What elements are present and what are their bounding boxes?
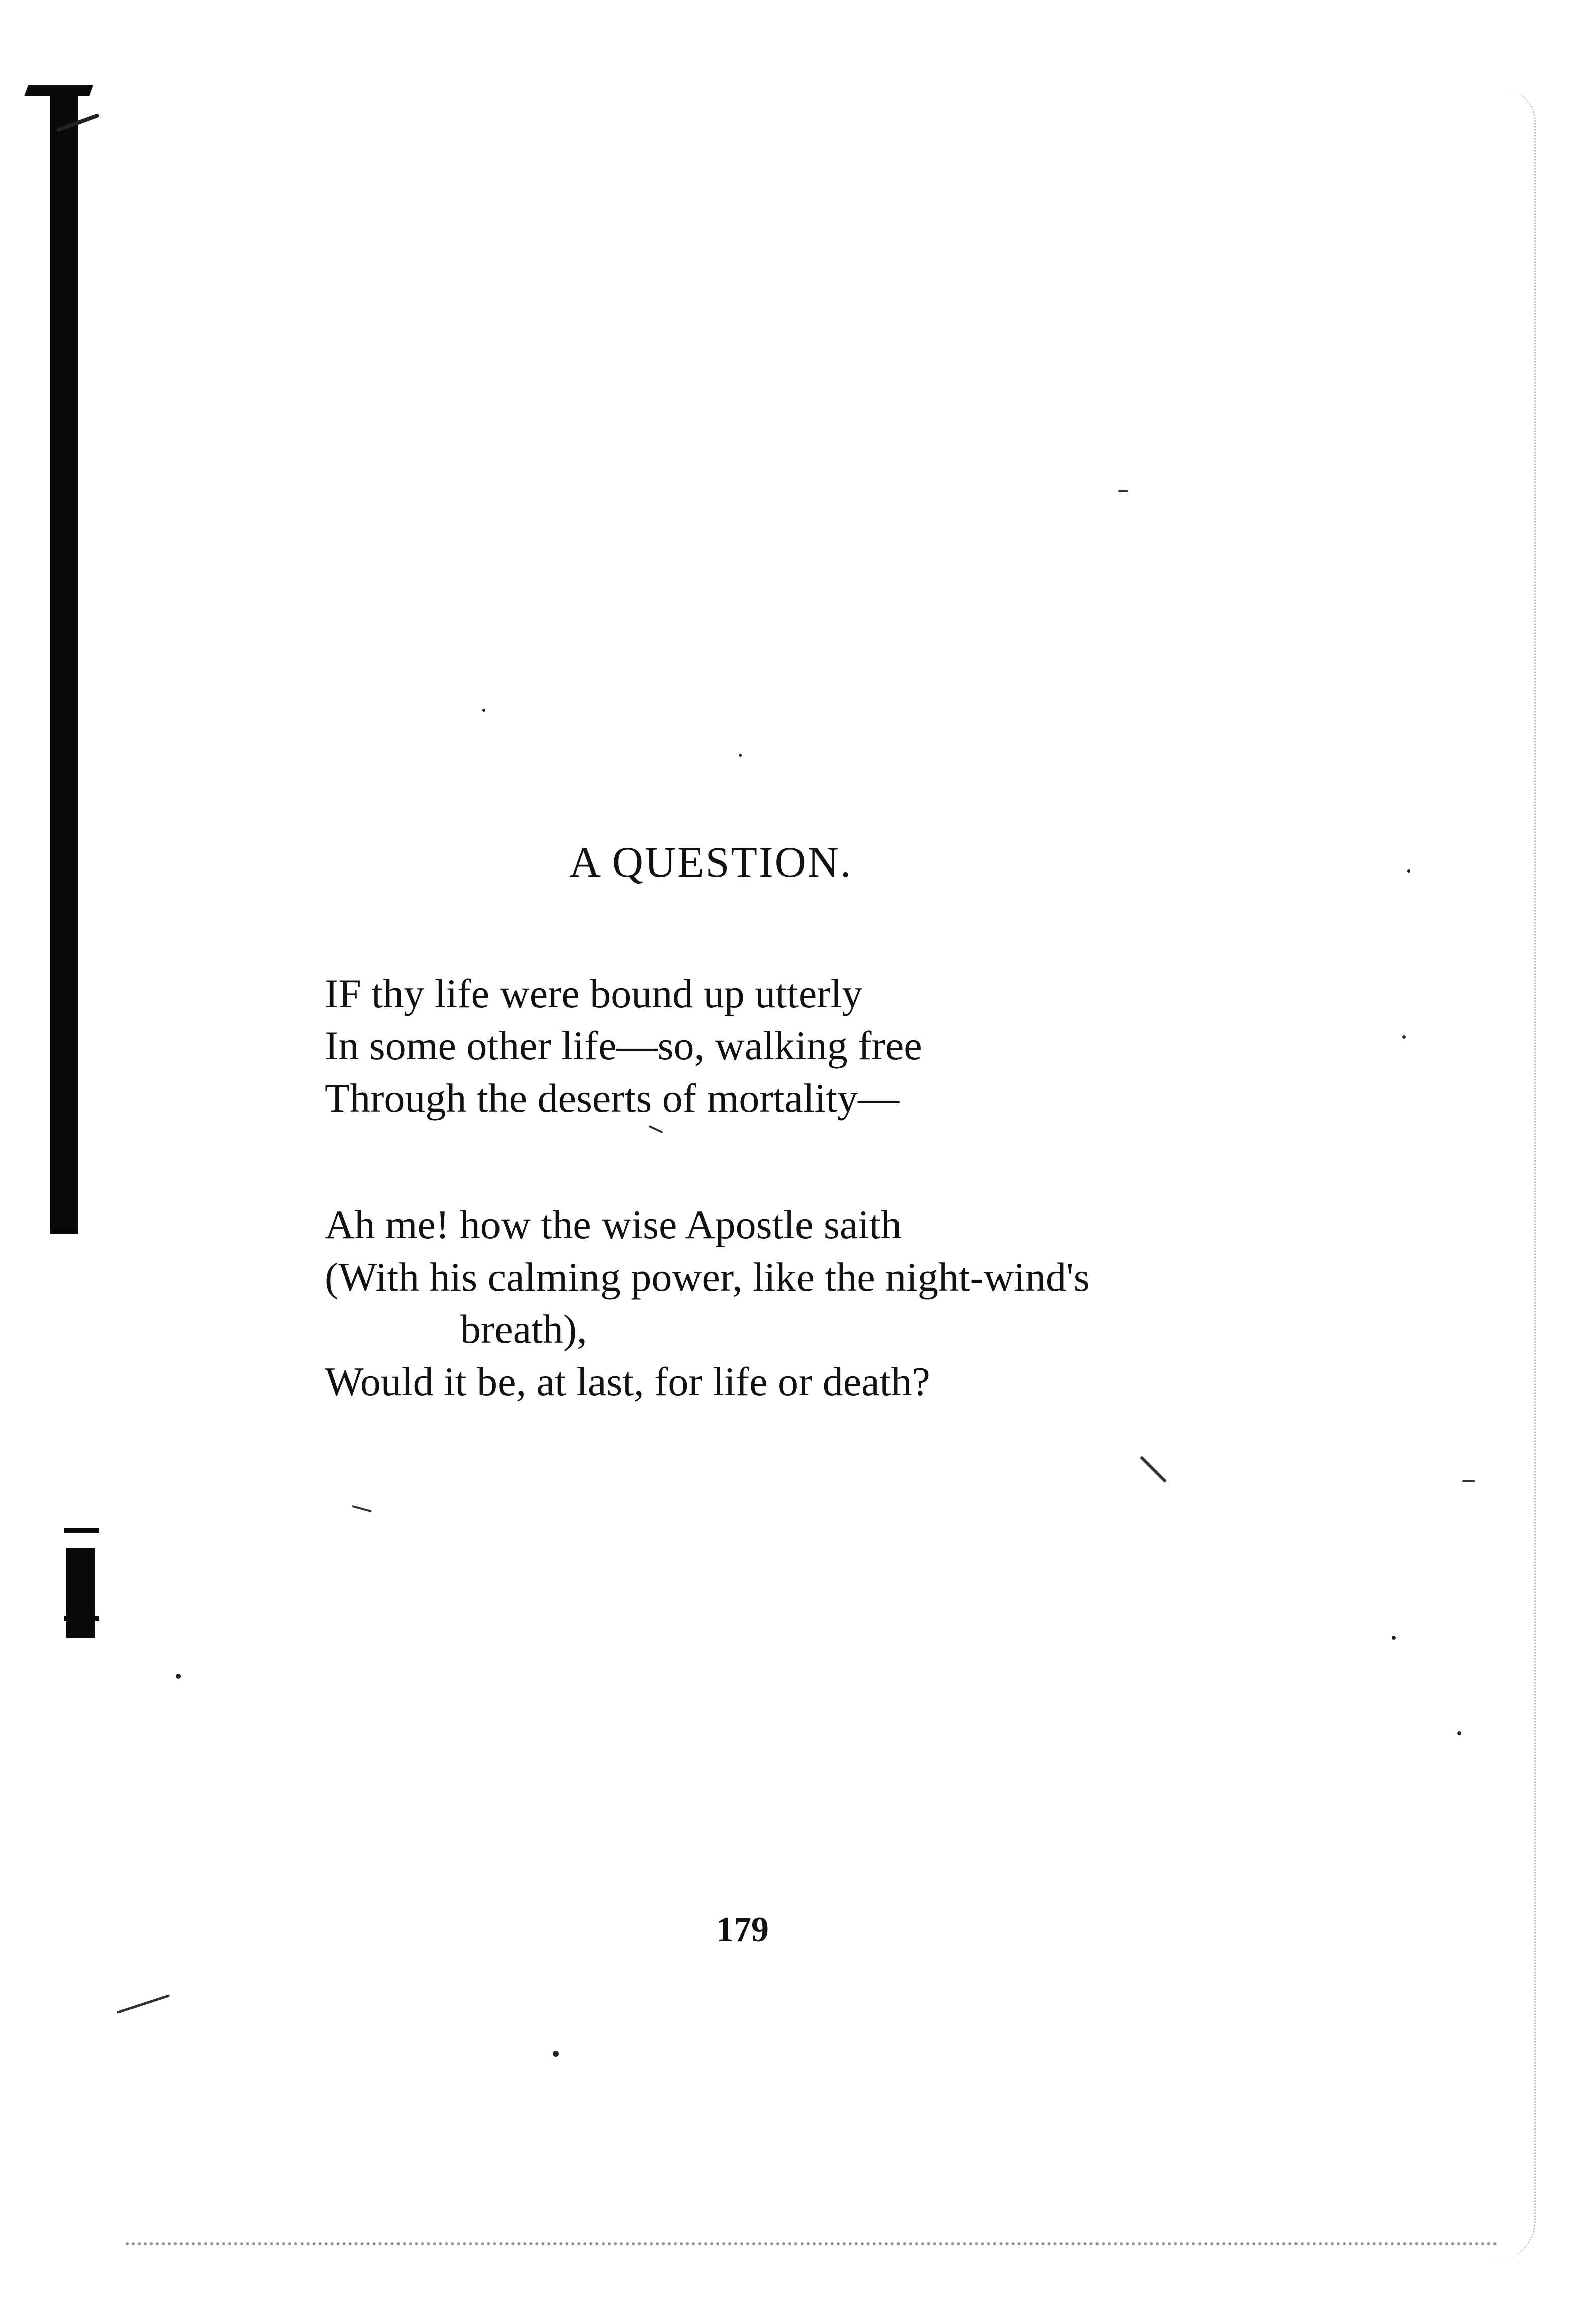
speck xyxy=(482,709,485,712)
binding-edge xyxy=(50,88,78,1234)
speck xyxy=(1392,1636,1396,1640)
page-number: 179 xyxy=(716,1910,769,1949)
stanza-1 xyxy=(325,968,922,1124)
speck xyxy=(1407,869,1410,873)
speck xyxy=(649,1125,663,1133)
poem-line: Would it be, at last, for life or death? xyxy=(325,1359,930,1404)
poem-title: A QUESTION. xyxy=(569,838,853,886)
poem-line: Ah me! how the wise Apostle saith xyxy=(325,1202,902,1247)
binding-edge-mark xyxy=(66,1548,95,1638)
speck xyxy=(117,1994,170,2014)
speck xyxy=(1402,1035,1406,1039)
dropcap: IF xyxy=(325,971,361,1016)
page-bottom-edge xyxy=(126,2239,1498,2245)
speck xyxy=(1457,1731,1461,1735)
poem-line: Through the deserts of mortality— xyxy=(325,1075,900,1121)
speck xyxy=(739,754,742,757)
page-curve-edge xyxy=(1494,90,1536,2262)
speck xyxy=(553,2051,559,2057)
poem-line: (With his calming power, like the night-wind's xyxy=(325,1254,1090,1300)
speck xyxy=(176,1674,181,1679)
stanza-2 xyxy=(325,1199,1090,1408)
speck xyxy=(1462,1480,1475,1482)
poem-line: IF thy life were bound up utterly xyxy=(325,971,863,1016)
speck xyxy=(352,1505,372,1512)
binding-edge-mark xyxy=(64,1528,99,1533)
binding-edge-mark xyxy=(64,1616,99,1621)
poem-line: breath), xyxy=(460,1306,587,1352)
speck xyxy=(1140,1456,1167,1483)
poem-line: In some other life—so, walking free xyxy=(325,1023,922,1069)
speck xyxy=(1118,490,1128,492)
